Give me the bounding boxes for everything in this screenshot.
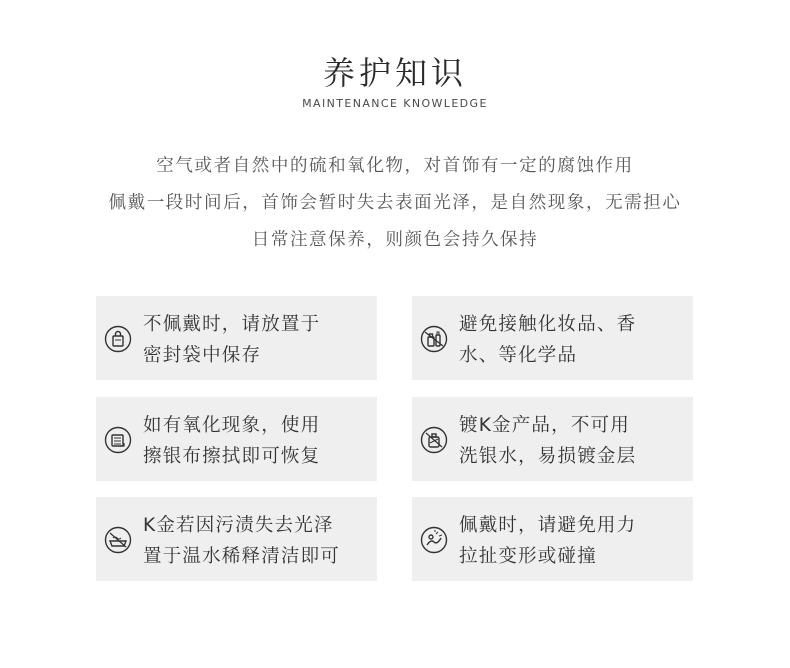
care-tip-line: 密封袋中保存 <box>143 345 262 366</box>
care-tip-line: 避免接触化妆品、香 <box>459 314 637 335</box>
cosmetic-bottle-icon <box>420 325 448 353</box>
care-tip-text <box>459 510 687 572</box>
care-tip-line: 不佩戴时，请放置于 <box>143 314 321 335</box>
intro-line: 日常注意保养，则颜色会持久保持 <box>251 230 539 250</box>
polishing-cloth-icon <box>104 426 132 454</box>
care-tip-card <box>96 497 377 581</box>
care-tip-text <box>143 510 371 572</box>
care-tip-line: 镀K金产品，不可用 <box>459 415 630 436</box>
care-tip-text <box>143 309 371 371</box>
care-tip-text <box>459 309 687 371</box>
care-tip-line: 如有氧化现象，使用 <box>143 415 321 436</box>
page-title: 养护知识 <box>322 54 467 92</box>
care-tip-line: 擦银布擦拭即可恢复 <box>143 446 321 467</box>
care-tip-line: 洗银水，易损镀金层 <box>459 446 637 467</box>
care-tip-card <box>412 497 693 581</box>
bag-icon <box>104 325 132 353</box>
intro-line: 佩戴一段时间后，首饰会暂时失去表面光泽，是自然现象，无需担心 <box>108 193 682 213</box>
care-tip-line: 佩戴时，请避免用力 <box>459 515 637 536</box>
page-subtitle: MAINTENANCE KNOWLEDGE <box>302 97 488 110</box>
care-tip-line: 水、等化学品 <box>459 345 578 366</box>
care-tip-card <box>96 397 377 481</box>
care-tip-line: K金若因污渍失去光泽 <box>143 515 334 536</box>
care-tip-text <box>459 410 687 472</box>
water-basin-icon <box>104 526 132 554</box>
cleaner-bottle-icon <box>420 426 448 454</box>
care-tip-line: 置于温水稀释清洁即可 <box>143 546 341 567</box>
care-tip-card <box>412 296 693 380</box>
care-tip-card <box>412 397 693 481</box>
impact-icon <box>420 526 448 554</box>
intro-paragraph <box>0 148 790 259</box>
intro-line: 空气或者自然中的硫和氧化物，对首饰有一定的腐蚀作用 <box>156 156 634 176</box>
care-tip-text <box>143 410 371 472</box>
care-tip-line: 拉扯变形或碰撞 <box>459 546 597 567</box>
care-tip-card <box>96 296 377 380</box>
